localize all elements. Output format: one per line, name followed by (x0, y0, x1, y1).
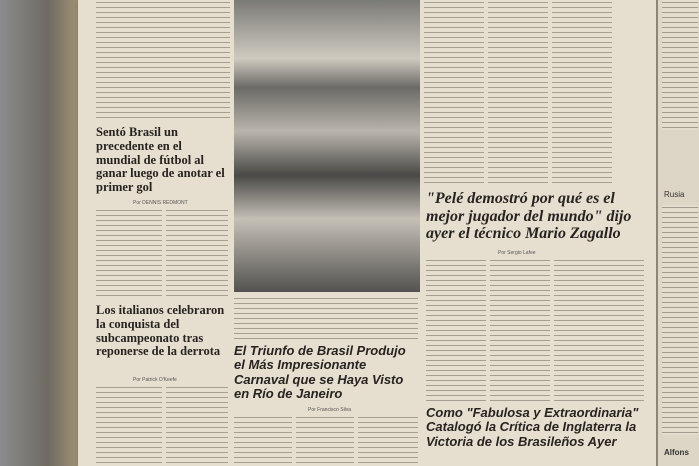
text-column (166, 385, 228, 466)
adjacent-text: Rusia (664, 190, 685, 199)
text-column (234, 415, 292, 466)
byline: Por Patrick O'Keefe (133, 377, 177, 383)
text-column (662, 0, 698, 130)
text-column (554, 258, 644, 402)
byline: Por Francisco Silva (308, 407, 352, 413)
text-column (424, 0, 484, 186)
headline-carnaval: El Triunfo de Brasil Produjo el Más Impresionante Carnaval que se Haya Visto en Río de Janeiro (234, 343, 406, 401)
headline-critica: Como "Fabulosa y Extraordinaria" Catalogó la Crítica de Inglaterra la Victoria de los Brasileños Ayer (426, 405, 639, 449)
headline-brasil-precedente: Sentó Brasil un precedente en el mundial de fútbol al ganar luego de anotar el primer gol (96, 125, 225, 194)
byline: Por DENNIS REDMONT (133, 200, 188, 206)
text-column (296, 415, 354, 466)
background-surface (0, 0, 80, 466)
headline-pele: "Pelé demostró por qué es el mejor jugador del mundo" dijo ayer el técnico Mario Zagallo (426, 190, 632, 243)
byline: Por Sergio Lafee (498, 250, 536, 256)
text-column (166, 208, 228, 300)
text-column (358, 415, 418, 466)
text-column (96, 0, 230, 122)
newspaper-page (78, 0, 656, 466)
headline-italianos: Los italianos celebraron la conquista del subcampeonato tras reponerse de la derrota (96, 303, 225, 359)
text-column (662, 205, 698, 435)
text-column (96, 208, 162, 300)
text-column (490, 258, 550, 402)
text-column (552, 0, 612, 186)
adjacent-newspaper-page (656, 0, 699, 466)
text-column (488, 0, 548, 186)
photo-caption (234, 296, 418, 340)
match-photo (234, 0, 420, 292)
adjacent-text: Alfons (664, 448, 689, 457)
text-column (96, 385, 162, 466)
text-column (426, 258, 486, 402)
